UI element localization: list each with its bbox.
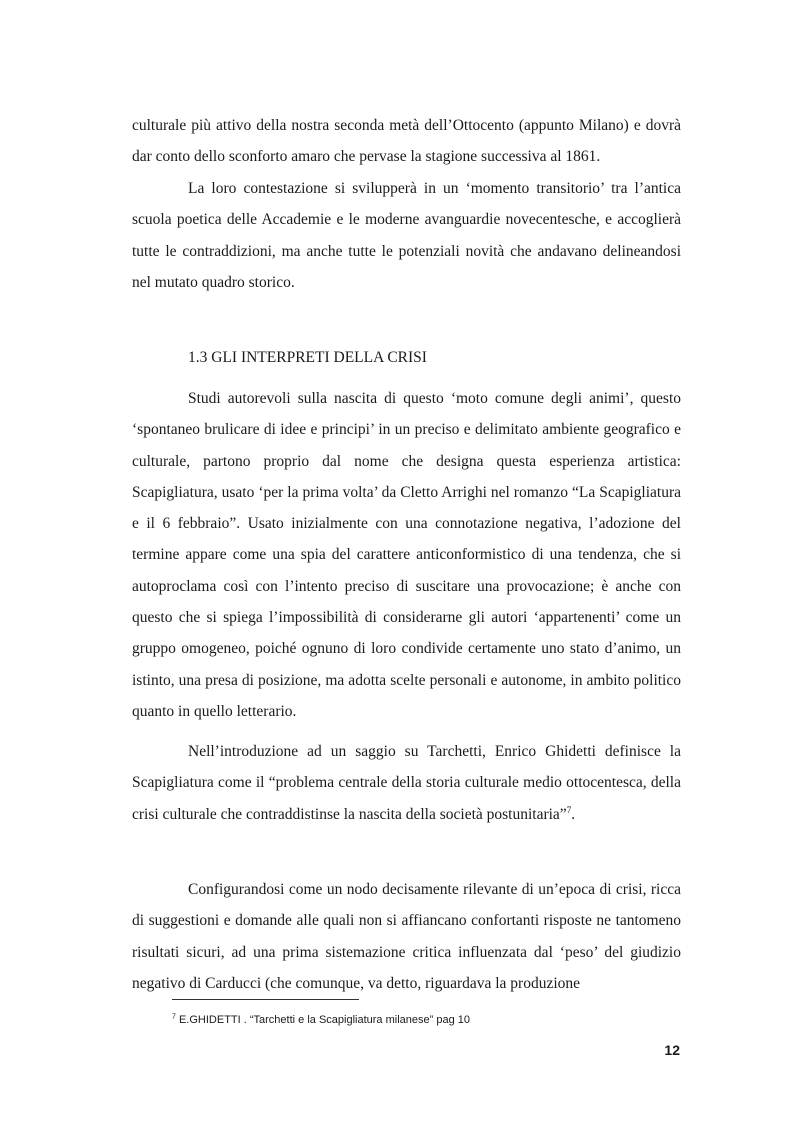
paragraph-1: culturale più attivo della nostra seconda metà dell’Ottocento (appunto Milano) e dovrà dar conto dello sconforto amaro che pervase la stagione successiva al 1861.	[132, 117, 681, 166]
footnote	[172, 1012, 470, 1028]
page-number: 12	[664, 1042, 680, 1058]
footnote-reference: 7	[566, 804, 572, 815]
footnote-number: 7	[172, 1013, 176, 1021]
paragraph-5: Configurandosi come un nodo decisamente rilevante di un’epoca di crisi, ricca di suggestioni e domande alle quali non si affiancano confortanti risposte ne tantomeno risultati sicuri, ad una prima sistemazione critica influenzata dal ‘peso’ del giudizio negativo di Carducci (che comunque, va detto, riguardava la produzione	[132, 881, 681, 992]
paragraph-4: Nell’introduzione ad un saggio su Tarchetti, Enrico Ghidetti definisce la Scapigliatura come il “problema centrale della storia culturale medio ottocentesca, della crisi culturale che contraddistinse la nascita della società postunitaria”$^7$.	[132, 743, 681, 823]
paragraph-3: Studi autorevoli sulla nascita di questo ‘moto comune degli animi’, questo ‘spontaneo brulicare di idee e principi’ in un preciso e delimitato ambiente geografico e culturale, partono proprio dal nome che designa questa esperienza artistica: Scapigliatura, usato ‘per la prima volta’ da Cletto Arrighi nel romanzo “La Scapigliatura e il 6 febbraio”. Usato inizialmente con una connotazione negativa, l’adozione del termine appare come una spia del carattere anticonformistico di una tendenza, che si autoproclama così con l’intento preciso di suscitare una provocazione; è anche con questo che si spiega l’impossibilità di considerarne gli autori ‘appartenenti’ come un gruppo omogeneo, poiché ognuno di loro condivide certamente uno stato d’animo, un istinto, una presa di posizione, ma adotta scelte personali e autonome, in ambito politico quanto in quello letterario.	[132, 390, 681, 720]
footnote-separator	[172, 999, 359, 1000]
paragraph-4-text: Nell’introduzione ad un saggio su Tarchetti, Enrico Ghidetti definisce la Scapigliatura come il “problema centrale della storia culturale medio ottocentesca, della crisi culturale che contraddistinse la nascita della società postunitaria”	[132, 743, 681, 823]
section-heading: 1.3 GLI INTERPRETI DELLA CRISI	[188, 349, 427, 366]
footnote-text: E.GHIDETTI . “Tarchetti e la Scapigliatura milanese” pag 10	[175, 1014, 470, 1026]
paragraph-2: La loro contestazione si svilupperà in un ‘momento transitorio’ tra l’antica scuola poetica delle Accademie e le moderne avanguardie novecentesche, e accoglierà tutte le contraddizioni, ma anche tutte le potenziali novità che andavano delineandosi nel mutato quadro storico.	[132, 180, 681, 291]
